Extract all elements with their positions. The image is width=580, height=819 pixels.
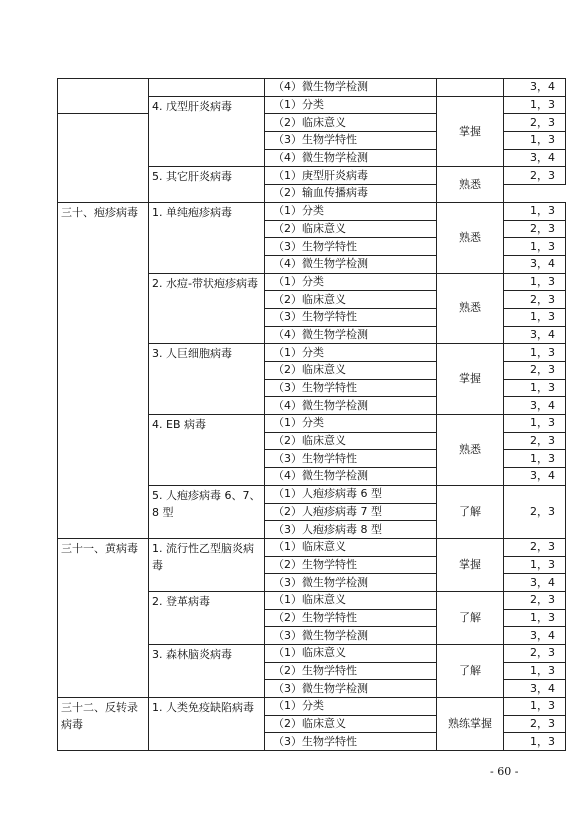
- unit-cell: 3，4: [504, 627, 566, 645]
- subtopic-cell: 5. 人疱疹病毒 6、7、8 型: [149, 485, 265, 538]
- detail-cell: （3）微生物学检测: [265, 680, 437, 698]
- subtopic-cell: 1. 人类免疫缺陷病毒: [149, 698, 265, 751]
- topic-cell: [58, 79, 149, 114]
- subtopic-cell: 3. 森林脑炎病毒: [149, 645, 265, 698]
- requirement-cell: 熟练掌握: [437, 698, 504, 751]
- subtopic-cell: [149, 79, 265, 97]
- requirement-cell: 掌握: [437, 538, 504, 591]
- unit-cell: 1，3: [504, 662, 566, 680]
- detail-cell: （4）微生物学检测: [265, 79, 437, 97]
- unit-cell: 1，3: [504, 379, 566, 397]
- table-row: [58, 538, 566, 556]
- unit-cell: 1，3: [504, 450, 566, 468]
- subtopic-cell: 2. 登革病毒: [149, 591, 265, 644]
- detail-cell: （1）分类: [265, 344, 437, 362]
- detail-cell: （4）微生物学检测: [265, 149, 437, 167]
- detail-cell: （1）分类: [265, 698, 437, 716]
- detail-cell: （1）临床意义: [265, 538, 437, 556]
- unit-cell: 3，4: [504, 79, 566, 97]
- requirement-cell: 了解: [437, 591, 504, 644]
- detail-cell: （3）微生物学检测: [265, 627, 437, 645]
- detail-cell: （2）临床意义: [265, 362, 437, 380]
- topic-cell: 三十、疱疹病毒: [58, 202, 149, 538]
- detail-cell: （3）生物学特性: [265, 450, 437, 468]
- requirement-cell: [437, 79, 504, 97]
- unit-cell: 1，3: [504, 415, 566, 433]
- unit-cell: 2，3: [504, 220, 566, 238]
- detail-cell: （2）输血传播病毒: [265, 185, 437, 203]
- subtopic-cell: 2. 水痘-带状疱疹病毒: [149, 273, 265, 344]
- subtopic-cell: 3. 人巨细胞病毒: [149, 344, 265, 415]
- detail-cell: （3）生物学特性: [265, 308, 437, 326]
- detail-cell: （1）分类: [265, 96, 437, 114]
- unit-cell: 2，3: [504, 432, 566, 450]
- requirement-cell: 熟悉: [437, 273, 504, 344]
- detail-cell: （2）临床意义: [265, 220, 437, 238]
- detail-cell: （1）庚型肝炎病毒: [265, 167, 437, 185]
- subtopic-cell: 4. 戊型肝炎病毒: [149, 96, 265, 167]
- subtopic-cell: 4. EB 病毒: [149, 415, 265, 486]
- unit-cell: 2，3: [504, 591, 566, 609]
- requirement-cell: 熟悉: [437, 415, 504, 486]
- requirement-cell: 掌握: [437, 96, 504, 167]
- detail-cell: （4）微生物学检测: [265, 255, 437, 273]
- table-row: [58, 79, 566, 97]
- detail-cell: （3）微生物学检测: [265, 574, 437, 592]
- page-number: - 60 -: [490, 765, 519, 778]
- syllabus-table-body: [58, 79, 566, 751]
- detail-cell: （1）临床意义: [265, 645, 437, 663]
- detail-cell: （1）临床意义: [265, 591, 437, 609]
- unit-cell: 1，3: [504, 733, 566, 751]
- unit-cell: 1，3: [504, 308, 566, 326]
- detail-cell: （2）临床意义: [265, 432, 437, 450]
- unit-cell: 1，3: [504, 238, 566, 256]
- unit-cell: 1，3: [504, 273, 566, 291]
- unit-cell: 3，4: [504, 149, 566, 167]
- unit-cell: 3，4: [504, 326, 566, 344]
- subtopic-cell: 5. 其它肝炎病毒: [149, 167, 265, 202]
- topic-cell: 三十一、黄病毒: [58, 538, 149, 697]
- unit-cell: 2，3: [504, 167, 566, 185]
- unit-cell: 1，3: [504, 556, 566, 574]
- unit-cell: 2，3: [504, 715, 566, 733]
- detail-cell: （3）生物学特性: [265, 132, 437, 150]
- requirement-cell: 熟悉: [437, 167, 504, 202]
- unit-cell: 2，3: [504, 485, 566, 538]
- topic-cell: 三十二、反转录病毒: [58, 698, 149, 751]
- detail-cell: （4）微生物学检测: [265, 397, 437, 415]
- subtopic-cell: 1. 流行性乙型脑炎病毒: [149, 538, 265, 591]
- unit-cell: 2，3: [504, 114, 566, 132]
- unit-cell: 2，3: [504, 362, 566, 380]
- unit-cell: 3，4: [504, 680, 566, 698]
- unit-cell: 1，3: [504, 344, 566, 362]
- detail-cell: （4）微生物学检测: [265, 326, 437, 344]
- detail-cell: （2）临床意义: [265, 715, 437, 733]
- unit-cell: 2，3: [504, 645, 566, 663]
- detail-cell: （2）生物学特性: [265, 662, 437, 680]
- requirement-cell: 了解: [437, 485, 504, 538]
- requirement-cell: 熟悉: [437, 202, 504, 273]
- topic-cell: [58, 114, 149, 202]
- requirement-cell: 掌握: [437, 344, 504, 415]
- table-row: [58, 202, 566, 220]
- unit-cell: 2，3: [504, 538, 566, 556]
- unit-cell: 1，3: [504, 609, 566, 627]
- detail-cell: （2）生物学特性: [265, 609, 437, 627]
- unit-cell: 3，4: [504, 468, 566, 486]
- detail-cell: （1）人疱疹病毒 6 型: [265, 485, 437, 503]
- requirement-cell: 了解: [437, 645, 504, 698]
- detail-cell: （1）分类: [265, 415, 437, 433]
- syllabus-table: [57, 78, 566, 751]
- detail-cell: （3）人疱疹病毒 8 型: [265, 521, 437, 539]
- unit-cell: 2，3: [504, 291, 566, 309]
- unit-cell: 3，4: [504, 397, 566, 415]
- table-row: [58, 698, 566, 716]
- detail-cell: （1）分类: [265, 273, 437, 291]
- detail-cell: （3）生物学特性: [265, 733, 437, 751]
- detail-cell: （4）微生物学检测: [265, 468, 437, 486]
- detail-cell: （1）分类: [265, 202, 437, 220]
- unit-cell: 1，3: [504, 202, 566, 220]
- detail-cell: （2）临床意义: [265, 114, 437, 132]
- unit-cell: 3，4: [504, 255, 566, 273]
- detail-cell: （3）生物学特性: [265, 379, 437, 397]
- unit-cell: 1，3: [504, 96, 566, 114]
- detail-cell: （2）生物学特性: [265, 556, 437, 574]
- unit-cell: 1，3: [504, 698, 566, 716]
- detail-cell: （3）生物学特性: [265, 238, 437, 256]
- unit-cell: 3，4: [504, 574, 566, 592]
- detail-cell: （2）人疱疹病毒 7 型: [265, 503, 437, 521]
- subtopic-cell: 1. 单纯疱疹病毒: [149, 202, 265, 273]
- unit-cell: 1，3: [504, 132, 566, 150]
- detail-cell: （2）临床意义: [265, 291, 437, 309]
